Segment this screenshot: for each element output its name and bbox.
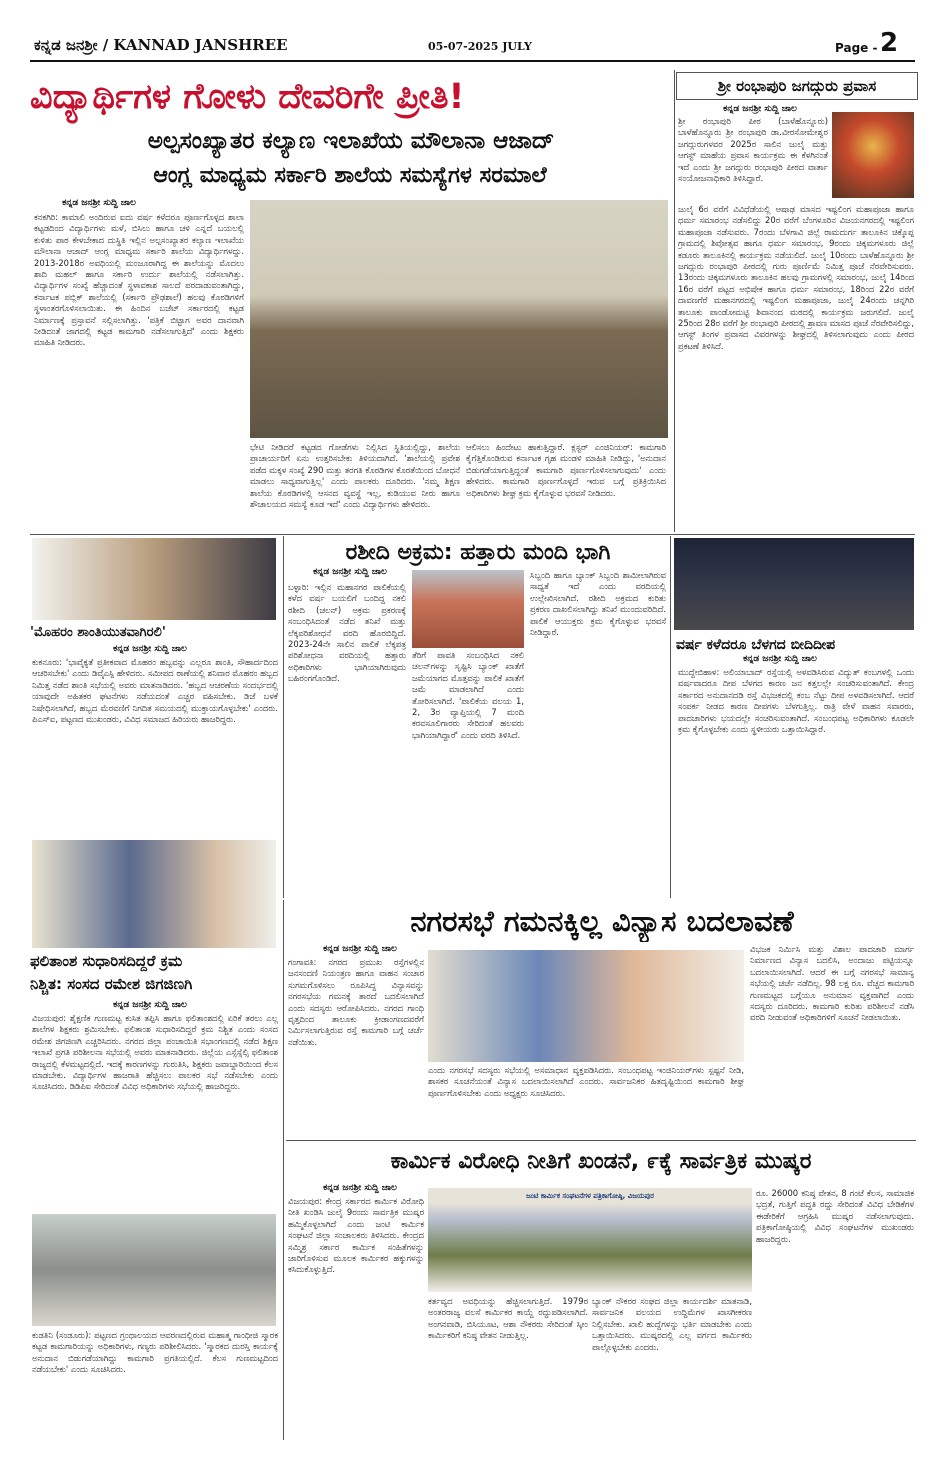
- moharram-body: ಕುಕನೂರು: 'ಭಾವೈಕ್ಯತೆ ಪ್ರತೀಕವಾದ ಮೊಹರಂ ಹಬ್ಬವನ್ನು ಎಲ್ಲರೂ ಶಾಂತಿ, ಸೌಹಾರ್ದದಿಂದ ಆಚರಿಸಬೇಕು' ಎಂದು ಡಿವೈಎಸ್ಪಿ ಹೇಳಿದರು. ಸಮೀಪದ ಠಾಣೆಯಲ್ಲಿ ಶನಿವಾರ ಮೊಹರಂ ಹಬ್ಬದ ನಿಮಿತ್ತ ನಡೆದ ಶಾಂತಿ ಸಭೆಯಲ್ಲಿ ಅವರು ಮಾತನಾಡಿದರು. 'ಹಬ್ಬದ ಆಚರಣೆಯ ಸಂದರ್ಭದಲ್ಲಿ ಯಾವುದೇ ಅಹಿತಕರ ಘಟನೆಗಳು ನಡೆಯದಂತೆ ಎಚ್ಚರ ವಹಿಸಬೇಕು. ಡಿಜೆ ಬಳಕೆ ನಿಷೇಧಿಸಲಾಗಿದೆ, ಹಬ್ಬದ ಮೆರವಣಿಗೆ ನಿಗದಿತ ಸಮಯದಲ್ಲಿ ಮುಕ್ತಾಯಗೊಳ್ಳಬೇಕು' ಎಂದರು. ಪಿಎಸ್ಐ, ಪಟ್ಟಣದ ಮುಖಂಡರು, ವಿವಿಧ ಸಮಾಜದ ಹಿರಿಯರು ಹಾಜರಿದ್ದರು.: [32, 657, 278, 725]
- seer-photo: [832, 112, 914, 198]
- section-rule-1: [30, 534, 915, 535]
- rashid-col2: ತೆರಿಗೆ ಪಾವತಿ ಸಂಬಂಧಿಸಿದ ನಕಲಿ ಚಲನ್‌ಗಳನ್ನು ಸೃಷ್ಟಿಸಿ ಬ್ಯಾಂಕ್ ಖಾತೆಗೆ ಜಮೆಯಾಗದ ಮೊತ್ತವನ್ನು ಪಾಲಿಕೆ ಖಾತೆಗೆ ಜಮೆ ಮಾಡಲಾಗಿದೆ ಎಂದು ತೋರಿಸಲಾಗಿದೆ. 'ಪಾಲಿಕೆಯ ವಲಯ 1, 2, 3ರ ವ್ಯಾಪ್ತಿಯಲ್ಲಿ 7 ಮಂದಿ ಕರವಸೂಲಿಗಾರರು ಸೇರಿದಂತೆ ಹಲವರು ಭಾಗಿಯಾಗಿದ್ದಾರೆ' ಎಂದು ವರದಿ ತಿಳಿಸಿದೆ.: [412, 650, 524, 740]
- mp-visit-photo: [32, 840, 276, 948]
- lead-headline: ವಿದ್ಯಾರ್ಥಿಗಳ ಗೋಳು ದೇವರಿಗೇ ಪ್ರೀತಿ!: [30, 77, 465, 117]
- result-body: ವಿಜಯಪುರ: ಶೈಕ್ಷಣಿಕ ಗುಣಮಟ್ಟ ಕುಸಿತ ತಪ್ಪಿಸಿ ಹಾಗೂ ಫಲಿತಾಂಶದಲ್ಲಿ ಏರಿಕೆ ತರಲು ಎಲ್ಲ ಶಾಲೆಗಳ ಶಿಕ್ಷಕರು ಶ್ರಮಿಸಬೇಕು. ಫಲಿತಾಂಶ ಸುಧಾರಿಸದಿದ್ದರೆ ಕ್ರಮ ನಿಶ್ಚಿತ ಎಂದು ಸಂಸದ ರಮೇಶ ಜಿಗಜಿಣಗಿ ಎಚ್ಚರಿಸಿದರು. ನಗರದ ಜಿಲ್ಲಾ ಪಂಚಾಯಿತಿ ಸಭಾಂಗಣದಲ್ಲಿ ನಡೆದ ಶಿಕ್ಷಣ ಇಲಾಖೆ ಪ್ರಗತಿ ಪರಿಶೀಲನಾ ಸಭೆಯಲ್ಲಿ ಅವರು ಮಾತನಾಡಿದರು. ಜಿಲ್ಲೆಯ ಎಸ್ಸೆಸ್ಸೆಲ್ಸಿ ಫಲಿತಾಂಶ ರಾಜ್ಯದಲ್ಲಿ ಕೆಳಮಟ್ಟದಲ್ಲಿದೆ. ಇದಕ್ಕೆ ಕಾರಣಗಳನ್ನು ಗುರುತಿಸಿ, ಶಿಕ್ಷಕರು ಜವಾಬ್ದಾರಿಯಿಂದ ಕೆಲಸ ಮಾಡಬೇಕು. ವಿದ್ಯಾರ್ಥಿಗಳ ಹಾಜರಾತಿ ಹೆಚ್ಚಿಸಲು ಪಾಲಕರ ಸಭೆ ನಡೆಸಬೇಕು ಎಂದು ಸೂಚಿಸಿದರು. ಡಿಡಿಪಿಐ ಸೇರಿದಂತೆ ವಿವಿಧ ಅಧಿಕಾರಿಗಳು ಸಭೆಯಲ್ಲಿ ಹಾಜರಿದ್ದರು.: [32, 1013, 278, 1092]
- gandhi-body: ಕುಡತಿನಿ (ಸಂಡೂರು): ಪಟ್ಟಣದ ಗ್ರಂಥಾಲಯದ ಆವರಣದಲ್ಲಿರುವ ಮಹಾತ್ಮ ಗಾಂಧೀಜಿ ಸ್ಮಾರಕ ಕಟ್ಟಡ ಕಾಮಗಾರಿಯನ್ನು ಅಧಿಕಾರಿಗಳು, ಗಣ್ಯರು ಪರಿಶೀಲಿಸಿದರು. 'ಸ್ಮಾರಕದ ದುರಸ್ತಿ ಕಾರ್ಯಕ್ಕೆ ಅನುದಾನ ಬಿಡುಗಡೆಯಾಗಿದ್ದು ಕಾಮಗಾರಿ ಪ್ರಗತಿಯಲ್ಲಿದೆ. ಕೆಲಸ ಗುಣಮಟ್ಟದಿಂದ ನಡೆಯಬೇಕು' ಎಂದು ಸೂಚಿಸಿದರು.: [32, 1330, 278, 1375]
- construction-site-photo: [250, 200, 668, 438]
- section-rule-2: [286, 1140, 916, 1141]
- strike-col2: ಕರ್ತವ್ಯದ ಅವಧಿಯನ್ನು ಹೆಚ್ಚಿಸಲಾಗುತ್ತಿದೆ. 1979ರ ಅಂತರರಾಜ್ಯ ವಲಸೆ ಕಾರ್ಮಿಕರ ಕಾಯ್ದೆ ರದ್ದುಪಡಿಸಲಾಗಿದೆ. ಅಂಗನವಾಡಿ, ಬಿಸಿಯೂಟ, ಆಶಾ ನೌಕರರು ಸೇರಿದಂತೆ ಸ್ಕೀಂ ಕಾರ್ಮಿಕರಿಗೆ ಕನಿಷ್ಠ ವೇತನ ನೀಡುತ್ತಿಲ್ಲ.: [428, 1296, 588, 1341]
- nagarasabhe-col2: ಎಂದು ನಗರಸಭೆ ಸದಸ್ಯರು ಸಭೆಯಲ್ಲಿ ಅಸಮಾಧಾನ ವ್ಯಕ್ತಪಡಿಸಿದರು. ಸಂಬಂಧಪಟ್ಟ ಇಂಜಿನಿಯರ್‌ಗಳು ಸ್ಪಷ್ಟನೆ ನೀಡಿ, ಶಾಸಕರ ಸೂಚನೆಯಂತೆ ವಿನ್ಯಾಸ ಬದಲಾಯಿಸಲಾಗಿದೆ ಎಂದರು. ಸಾರ್ವಜನಿಕರ ಹಿತದೃಷ್ಟಿಯಿಂದ ಕಾಮಗಾರಿ ಶೀಘ್ರ ಪೂರ್ಣಗೊಳಿಸಬೇಕು ಎಂದು ಅಧ್ಯಕ್ಷರು ಸೂಚಿಸಿದರು.: [428, 1065, 744, 1098]
- rashid-byline: ಕನ್ನಡ ಜನಶ್ರೀ ಸುದ್ದಿ ಜಾಲ: [313, 567, 387, 577]
- lead-subhead-2: ಆಂಗ್ಲ ಮಾಧ್ಯಮ ಸರ್ಕಾರಿ ಶಾಲೆಯ ಸಮಸ್ಯೆಗಳ ಸರಮಾಲೆ: [153, 163, 547, 188]
- lead-col2: ಭೇಟಿ ನೀಡಿದರೆ ಕಟ್ಟಡದ ಗೋಡೆಗಳು ನಿಲ್ಲಿಸಿದ ಸ್ಥಿತಿಯಲ್ಲಿದ್ದು, ಶಾಲೆಯ ಪ್ರಾಚಾರ್ಯರಿಗೆ ಏನು ಉತ್ತರಿಸಬೇಕು ತಿಳಿಯದಾಗಿದೆ. 'ಶಾಲೆಯಲ್ಲಿ ಪ್ರವೇಶ ಪಡೆದ ಮಕ್ಕಳ ಸಂಖ್ಯೆ 290 ಮತ್ತು ತರಗತಿ ಕೊಠಡಿಗಳ ಕೊರತೆಯಿಂದ ಬೋಧನೆ ಮಾಡಲು ಸಾಧ್ಯವಾಗುತ್ತಿಲ್ಲ' ಎಂದು ಪಾಲಕರು ದೂರಿದರು. 'ನಮ್ಮ ಶಿಕ್ಷಣ ಶಾಲೆಯ ಕೊಠಡಿಗಳಲ್ಲಿ ಆಸನದ ವ್ಯವಸ್ಥೆ ಇಲ್ಲ, ಕುಡಿಯುವ ನೀರು ಹಾಗೂ ಶೌಚಾಲಯದ ಸಮಸ್ಯೆ ಕೂಡ ಇದೆ' ಎಂದು ವಿದ್ಯಾರ್ಥಿಗಳು ಹೇಳಿದರು.: [250, 442, 460, 510]
- lead-side-divider: [674, 70, 675, 532]
- result-byline: ಕನ್ನಡ ಜನಶ್ರೀ ಸುದ್ದಿ ಜಾಲ: [113, 1000, 187, 1010]
- peace-meeting-photo: [32, 538, 276, 620]
- divider-right: [670, 536, 671, 898]
- lead-col1: ಕನಕಗಿರಿ: ಕಾಮಾಲಿ ಅಂದಿರುವ ಐದು ವರ್ಷ ಕಳೆದರೂ ಪೂರ್ಣಗೊಳ್ಳದ ಶಾಲಾ ಕಟ್ಟಡದಿಂದ ವಿದ್ಯಾರ್ಥಿಗಳು ಮಳೆ, ಬಿಸಿಲು ಹಾಗೂ ಚಳಿ ಎನ್ನದೆ ಬಯಲಲ್ಲಿ ಕುಳಿತು ಪಾಠ ಕೇಳಬೇಕಾದ ದುಸ್ಥಿತಿ ಇಲ್ಲಿನ ಅಲ್ಪಸಂಖ್ಯಾತರ ಕಲ್ಯಾಣ ಇಲಾಖೆಯ ಮೌಲಾನಾ ಆಜಾದ್ ಆಂಗ್ಲ ಮಾಧ್ಯಮ ಸರ್ಕಾರಿ ಶಾಲೆಯ ವಿದ್ಯಾರ್ಥಿಗಳದ್ದು. 2013-2018ರ ಅವಧಿಯಲ್ಲಿ ಮಂಜೂರಾಗಿದ್ದ ಈ ಶಾಲೆಯನ್ನು ಮೊದಲು ಶಾದಿ ಮಹಲ್ ಹಾಗೂ ಸರ್ಕಾರಿ ಉರ್ದು ಶಾಲೆಯಲ್ಲಿ ನಡೆಸಲಾಗಿತ್ತು. ವಿದ್ಯಾರ್ಥಿಗಳ ಸಂಖ್ಯೆ ಹೆಚ್ಚಾದಂತೆ ಸ್ಥಳಾವಕಾಶ ಸಾಲದೆ ಪರದಾಡುವಂತಾಗಿದ್ದು, ಕರ್ನಾಟಕ ಪಬ್ಲಿಕ್ ಶಾಲೆಯಲ್ಲಿ (ಸರ್ಕಾರಿ ಪ್ರೌಢಶಾಲೆ) ಹಲವು ಕೊಠಡಿಗಳಿಗೆ ಸ್ಥಳಾಂತರಗೊಳಿಸಲಾಯಿತು. ಈ ಹಿಂದಿನ ಬಜೆಟ್ ಸರ್ಕಾರದಲ್ಲಿ ಕಟ್ಟಡ ನಿರ್ಮಾಣಕ್ಕೆ ಪ್ರಸ್ತಾವನೆ ಸಲ್ಲಿಸಲಾಗಿತ್ತು. 'ಪತ್ರಿಕೆ ಬಿಟ್ಟಾಗ ಅವರ ದಾನವಾಗಿ ನೀಡಿದಂತೆ ಜಾಗದಲ್ಲಿ ಕಟ್ಟಡ ಕಾಮಗಾರಿ ನಡೆಸಲಾಗುತ್ತಿದೆ' ಎಂದು ಶಿಕ್ಷಕರು ಮಾಹಿತಿ ನೀಡಿದರು.: [34, 212, 244, 348]
- strike-byline: ಕನ್ನಡ ಜನಶ್ರೀ ಸುದ್ದಿ ಜಾಲ: [323, 1183, 397, 1193]
- issue-date: 05-07-2025 JULY: [428, 40, 532, 53]
- masthead-rule: [30, 60, 915, 62]
- streetlight-headline: ವರ್ಷ ಕಳೆದರೂ ಬೆಳಗದ ಬೀದಿದೀಪ: [676, 637, 836, 653]
- page-label: Page -: [835, 41, 878, 55]
- result-headline-2: ನಿಶ್ಚಿತ: ಸಂಸದ ರಮೇಶ ಜಿಗಜಿಣಗಿ: [30, 975, 193, 993]
- side-headline: ಶ್ರೀ ರಂಭಾಪುರಿ ಜಗದ್ಗುರು ಪ್ರವಾಸ: [676, 72, 918, 100]
- strike-col3: ಬ್ಯಾಂಕ್ ನೌಕರರ ಸಂಘದ ಜಿಲ್ಲಾ ಕಾರ್ಯದರ್ಶಿ ಮಾತನಾಡಿ, ಸಾರ್ವಜನಿಕ ವಲಯದ ಉದ್ದಿಮೆಗಳ ಖಾಸಗೀಕರಣ ನಿಲ್ಲಿಸಬೇಕು. ಖಾಲಿ ಹುದ್ದೆಗಳನ್ನು ಭರ್ತಿ ಮಾಡಬೇಕು ಎಂದು ಒತ್ತಾಯಿಸಿದರು. ಮುಷ್ಕರದಲ್ಲಿ ಎಲ್ಲ ವರ್ಗದ ಕಾರ್ಮಿಕರು ಪಾಲ್ಗೊಳ್ಳಬೇಕು ಎಂದರು.: [592, 1296, 752, 1352]
- strike-headline: ಕಾರ್ಮಿಕ ವಿರೋಧಿ ನೀತಿಗೆ ಖಂಡನೆ, ೯ಕ್ಕೆ ಸಾರ್ವತ್ರಿಕ ಮುಷ್ಕರ: [390, 1149, 812, 1174]
- moharram-byline: ಕನ್ನಡ ಜನಶ್ರೀ ಸುದ್ದಿ ಜಾಲ: [113, 644, 187, 654]
- side-body: ಜುಲೈ 6ರ ವರೆಗೆ ವಿವಿಧೆಡೆಯಲ್ಲಿ ಆಷಾಢ ಮಾಸದ ಇಷ್ಟಲಿಂಗ ಮಹಾಪೂಜಾ ಹಾಗೂ ಧರ್ಮ ಸಮಾರಂಭ ನಡೆಸಲಿದ್ದು 20ರ ವರೆಗೆ ಬೆಂಗಳೂರಿನ ವಿಜಯನಗರದಲ್ಲಿ ಇಷ್ಟಲಿಂಗ ಮಹಾಪೂಜಾ ನಡೆಸುವರು. 7ರಂದು ಬೆಳಗಾವಿ ಜಿಲ್ಲೆ ರಾಮದುರ್ಗ ತಾಲೂಕಿನ ಚಿಕ್ಕೊಪ್ಪ ಗ್ರಾಮದಲ್ಲಿ ಶಿವೋತ್ಸವ ಹಾಗೂ ಧರ್ಮ ಸಮಾರಂಭ, 9ರಂದು ಚಿಕ್ಕಮಗಳೂರು ಜಿಲ್ಲೆ ಕಡೂರು ತಾಲೂಕಿನಲ್ಲಿ ಕಾರ್ಯಕ್ರಮ ನಡೆಯಲಿದೆ. ಜುಲೈ 10ರಂದು ಬಾಳೆಹೊನ್ನೂರು ಶ್ರೀ ಜಗದ್ಗುರು ರಂಭಾಪುರಿ ಪೀಠದಲ್ಲಿ ಗುರು ಪೂರ್ಣಿಮೆ ನಿಮಿತ್ತ ಪೂಜೆ ನೆರವೇರಿಸುವರು. 13ರಂದು ಚಿಕ್ಕಮಗಳೂರು ತಾಲೂಕಿನ ಹಲವು ಗ್ರಾಮಗಳಲ್ಲಿ ಸಮಾರಂಭ, ಜುಲೈ 14ರಿಂದ 16ರ ವರೆಗೆ ಪಟ್ಟದ ಅಭಿಷೇಕ ಹಾಗೂ ಧರ್ಮ ಸಮಾರಂಭ, 18ರಿಂದ 22ರ ವರೆಗೆ ದಾವಣಗೆರೆ ಮಹಾನಗರದಲ್ಲಿ ಇಷ್ಟಲಿಂಗ ಮಹಾಪೂಜಾ, ಜುಲೈ 24ರಂದು ಚನ್ನಗಿರಿ ತಾಲೂಕು ಪಾಂಡೋಮಟ್ಟಿ ಶಿವಾನಂದ ಮಠದಲ್ಲಿ ಕಾರ್ಯಕ್ರಮ ಜರುಗಲಿದೆ. ಜುಲೈ 25ರಿಂದ 28ರ ವರೆಗೆ ಶ್ರೀ ರಂಭಾಪುರಿ ಪೀಠದಲ್ಲಿ ಶ್ರಾವಣ ಮಾಸದ ಪೂಜೆ ನೆರವೇರಿಸಲಿದ್ದು, ಆಗಸ್ಟ್ ತಿಂಗಳ ಪ್ರವಾಸದ ವಿವರಗಳನ್ನು ಶೀಘ್ರದಲ್ಲಿ ತಿಳಿಸಲಾಗುವುದು ಎಂದು ಪೀಠದ ಪ್ರಕಟಣೆ ತಿಳಿಸಿದೆ.: [678, 204, 914, 351]
- streetlight-byline: ಕನ್ನಡ ಜನಶ್ರೀ ಸುದ್ದಿ ಜಾಲ: [743, 654, 817, 664]
- strike-col4: ರೂ. 26000 ಕನಿಷ್ಠ ವೇತನ, 8 ಗಂಟೆ ಕೆಲಸ, ಸಾಮಾಜಿಕ ಭದ್ರತೆ, ಗುತ್ತಿಗೆ ಪದ್ಧತಿ ರದ್ದು ಸೇರಿದಂತೆ ವಿವಿಧ ಬೇಡಿಕೆಗಳ ಈಡೇರಿಕೆಗೆ ಆಗ್ರಹಿಸಿ ಮುಷ್ಕರ ನಡೆಸಲಾಗುವುದು. ಪತ್ರಿಕಾಗೋಷ್ಠಿಯಲ್ಲಿ ವಿವಿಧ ಸಂಘಟನೆಗಳ ಮುಖಂಡರು ಹಾಜರಿದ್ದರು.: [756, 1188, 914, 1244]
- rashid-col3: ಸಿಬ್ಬಂದಿ ಹಾಗೂ ಬ್ಯಾಂಕ್ ಸಿಬ್ಬಂದಿ ಶಾಮೀಲಾಗಿರುವ ಸಾಧ್ಯತೆ ಇದೆ ಎಂದು ವರದಿಯಲ್ಲಿ ಉಲ್ಲೇಖಿಸಲಾಗಿದೆ. ರಶೀದಿ ಅಕ್ರಮದ ಕುರಿತು ಪ್ರಕರಣ ದಾಖಲಿಸಲಾಗಿದ್ದು ತನಿಖೆ ಮುಂದುವರಿದಿದೆ. ಪಾಲಿಕೆ ಆಯುಕ್ತರು ಕ್ರಮ ಕೈಗೊಳ್ಳುವ ಭರವಸೆ ನೀಡಿದ್ದಾರೆ.: [530, 570, 666, 638]
- streetlight-body: ಮುದ್ದೇಬಿಹಾಳ: ಅಲಿಯಾಬಾದ್ ರಸ್ತೆಯಲ್ಲಿ ಅಳವಡಿಸಿರುವ ವಿದ್ಯುತ್ ಕಂಬಗಳಲ್ಲಿ ಒಂದು ವರ್ಷವಾದರೂ ದೀಪ ಬೆಳಗದ ಕಾರಣ ಜನ ಕತ್ತಲಲ್ಲೇ ಸಂಚರಿಸುವಂತಾಗಿದೆ. ಕೇಂದ್ರ ಸರ್ಕಾರದ ಅನುದಾನದಡಿ ರಸ್ತೆ ವಿಭಜಕದಲ್ಲಿ ಕಂಬ ನೆಟ್ಟು ದೀಪ ಅಳವಡಿಸಲಾಗಿದೆ. ಆದರೆ ಸಂಪರ್ಕ ನೀಡದ ಕಾರಣ ದೀಪಗಳು ಬೆಳಗುತ್ತಿಲ್ಲ. ರಾತ್ರಿ ವೇಳೆ ವಾಹನ ಸವಾರರು, ಪಾದಚಾರಿಗಳು ಭಯದಲ್ಲೇ ಸಂಚರಿಸುವಂತಾಗಿದೆ. ಸಂಬಂಧಪಟ್ಟ ಅಧಿಕಾರಿಗಳು ಕೂಡಲೇ ಕ್ರಮ ಕೈಗೊಳ್ಳಬೇಕು ಎಂದು ಸ್ಥಳೀಯರು ಒತ್ತಾಯಿಸಿದ್ದಾರೆ.: [678, 667, 914, 735]
- street-photo: [674, 538, 914, 630]
- page-number: 2: [880, 28, 899, 58]
- rashid-headline: ರಶೀದಿ ಅಕ್ರಮ: ಹತ್ತಾರು ಮಂದಿ ಭಾಗಿ: [345, 540, 611, 565]
- lead-subhead-1: ಅಲ್ಪಸಂಖ್ಯಾತರ ಕಲ್ಯಾಣ ಇಲಾಖೆಯ ಮೌಲಾನಾ ಆಜಾದ್: [147, 128, 555, 154]
- lead-col3: ಆಲಿಸಲು ಹಿಂದೇಟು ಹಾಕುತ್ತಿದ್ದಾರೆ. ಕ್ಲಸ್ಟರ್ ಎಂಜಿನಿಯರ್: ಕಾಮಗಾರಿ ಕೈಗೆತ್ತಿಕೊಂಡಿರುವ ಕರ್ನಾಟಕ ಗೃಹ ಮಂಡಳಿ ಮಾಹಿತಿ ನೀಡಿದ್ದು, 'ಅನುದಾನ ಬಿಡುಗಡೆಯಾಗುತ್ತಿದ್ದಂತೆ ಕಾಮಗಾರಿ ಪೂರ್ಣಗೊಳಿಸಲಾಗುವುದು' ಎಂದು ಹೇಳಿದರು. ಕಾಮಗಾರಿ ಪೂರ್ಣಗೊಳ್ಳದೆ ಇರುವ ಬಗ್ಗೆ ಪ್ರತಿಕ್ರಿಯಿಸಿದ ಅಧಿಕಾರಿಗಳು ಶೀಘ್ರ ಕ್ರಮ ಕೈಗೊಳ್ಳುವ ಭರವಸೆ ನೀಡಿದರು.: [466, 442, 666, 498]
- municipal-building-photo: [412, 570, 524, 648]
- rashid-col1: ಬಳ್ಳಾರಿ: ಇಲ್ಲಿನ ಮಹಾನಗರ ಪಾಲಿಕೆಯಲ್ಲಿ ಕಳೆದ ವರ್ಷ ಬಯಲಿಗೆ ಬಂದಿದ್ದ ನಕಲಿ ರಶೀದಿ (ಚಲನ್) ಅಕ್ರಮ ಪ್ರಕರಣಕ್ಕೆ ಸಂಬಂಧಿಸಿದಂತೆ ನಡೆದ ತನಿಖೆ ಮತ್ತು ಲೆಕ್ಕಪರಿಶೋಧನೆ ವರದಿ ಹೊರಬಿದ್ದಿದೆ. 2023-24ನೇ ಸಾಲಿನ ಪಾಲಿಕೆ ಲೆಕ್ಕಪತ್ರ ಪರಿಶೋಧನಾ ವರದಿಯಲ್ಲಿ ಹತ್ತಾರು ಅಧಿಕಾರಿಗಳು ಭಾಗಿಯಾಗಿರುವುದು ಬಹಿರಂಗಗೊಂಡಿದೆ.: [288, 582, 406, 684]
- press-meet-photo: [428, 1188, 752, 1292]
- nagarasabhe-byline: ಕನ್ನಡ ಜನಶ್ರೀ ಸುದ್ದಿ ಜಾಲ: [323, 944, 397, 954]
- gandhi-memorial-photo: [32, 1214, 276, 1326]
- nagarasabhe-col1: ಗಂಗಾವತಿ: ನಗರದ ಪ್ರಮುಖ ರಸ್ತೆಗಳಲ್ಲಿನ ಜನಸಂದಣಿ ನಿಯಂತ್ರಣ ಹಾಗೂ ವಾಹನ ಸಂಚಾರ ಸುಗಮಗೊಳಿಸಲು ರೂಪಿಸಿದ್ದ ವಿನ್ಯಾಸವನ್ನು ನಗರಸಭೆಯ ಗಮನಕ್ಕೆ ತಾರದೆ ಬದಲಿಸಲಾಗಿದೆ ಎಂದು ಸದಸ್ಯರು ಆರೋಪಿಸಿದರು. ನಗರದ ಗಾಂಧಿ ವೃತ್ತದಿಂದ ತಾಲೂಕು ಕ್ರೀಡಾಂಗಣದವರೆಗೆ ನಿರ್ಮಿಸಲಾಗುತ್ತಿರುವ ರಸ್ತೆ ಕಾಮಗಾರಿ ಬಗ್ಗೆ ಚರ್ಚೆ ನಡೆಯಿತು.: [288, 957, 424, 1047]
- council-meeting-photo: [428, 950, 744, 1062]
- side-byline: ಕನ್ನಡ ಜನಶ್ರೀ ಸುದ್ದಿ ಜಾಲ: [723, 104, 797, 114]
- divider-left-lower: [283, 900, 284, 1440]
- nagarasabhe-headline: ನಗರಸಭೆ ಗಮನಕ್ಕಿಲ್ಲ ವಿನ್ಯಾಸ ಬದಲಾವಣೆ: [410, 904, 794, 938]
- lead-byline: ಕನ್ನಡ ಜನಶ್ರೀ ಸುದ್ದಿ ಜಾಲ: [62, 198, 136, 208]
- paper-name: ಕನ್ನಡ ಜನಶ್ರೀ / KANNAD JANSHREE: [34, 36, 288, 54]
- divider-left: [283, 536, 284, 898]
- nagarasabhe-col3: ವಿಭಜಕ ನಿರ್ಮಿಸಿ ಮತ್ತು ವಿಶಾಲ ಪಾದಚಾರಿ ಮಾರ್ಗ ನಿರ್ಮಾಣದ ವಿನ್ಯಾಸ ಬದಲಿಸಿ, ಅಂದಾಜು ಪಟ್ಟಿಯನ್ನೂ ಬದಲಾಯಿಸಲಾಗಿದೆ. ಆದರೆ ಈ ಬಗ್ಗೆ ನಗರಸಭೆ ಸಾಮಾನ್ಯ ಸಭೆಯಲ್ಲಿ ಚರ್ಚೆ ನಡೆದಿಲ್ಲ. 98 ಲಕ್ಷ ರೂ. ವೆಚ್ಚದ ಕಾಮಗಾರಿ ಗುಣಮಟ್ಟದ ಬಗ್ಗೆಯೂ ಅನುಮಾನ ವ್ಯಕ್ತವಾಗಿದೆ ಎಂದು ಸದಸ್ಯರು ದೂರಿದರು. ಕಾಮಗಾರಿ ಕುರಿತು ಪರಿಶೀಲನೆ ನಡೆಸಿ ವರದಿ ನೀಡುವಂತೆ ಅಧಿಕಾರಿಗಳಿಗೆ ಸೂಚನೆ ನೀಡಲಾಯಿತು.: [750, 944, 914, 1023]
- result-headline-1: ಫಲಿತಾಂಶ ಸುಧಾರಿಸದಿದ್ದರೆ ಕ್ರಮ: [30, 952, 183, 970]
- strike-col1: ವಿಜಯಪುರ: ಕೇಂದ್ರ ಸರ್ಕಾರದ ಕಾರ್ಮಿಕ ವಿರೋಧಿ ನೀತಿ ಖಂಡಿಸಿ ಜುಲೈ 9ರಂದು ಸಾರ್ವತ್ರಿಕ ಮುಷ್ಕರ ಹಮ್ಮಿಕೊಳ್ಳಲಾಗಿದೆ ಎಂದು ಜಂಟಿ ಕಾರ್ಮಿಕ ಸಂಘಟನೆ ಜಿಲ್ಲಾ ಸಂಚಾಲಕರು ತಿಳಿಸಿದರು. ಕೇಂದ್ರದ ಸಮ್ಮಿಶ್ರ ಸರ್ಕಾರ ಕಾರ್ಮಿಕ ಸಂಹಿತೆಗಳನ್ನು ಜಾರಿಗೊಳಿಸುವ ಮೂಲಕ ಕಾರ್ಮಿಕರ ಹಕ್ಕುಗಳನ್ನು ಕಸಿದುಕೊಳ್ಳುತ್ತಿದೆ.: [288, 1196, 424, 1275]
- press-meet-banner: ಜಂಟಿ ಕಾರ್ಮಿಕ ಸಂಘಟನೆಗಳ ಪತ್ರಿಕಾಗೋಷ್ಠಿ, ವಿಜಯಪುರ: [526, 1192, 654, 1200]
- side-intro: ಶ್ರೀ ರಂಭಾಪುರಿ ಪೀಠ (ಬಾಳೆಹೊನ್ನೂರು) ಬಾಳೆಹೊನ್ನೂರು ಶ್ರೀ ರಂಭಾಪುರಿ ಡಾ.ವೀರಸೋಮೇಶ್ವರ ಜಗದ್ಗುರುಗಳವರ 2025ರ ಸಾಲಿನ ಜುಲೈ ಮತ್ತು ಆಗಸ್ಟ್ ಮಾಹೆಯ ಪ್ರವಾಸ ಕಾರ್ಯಕ್ರಮ ಈ ಕೆಳಗಿನಂತೆ ಇದೆ ಎಂದು ಶ್ರೀ ಜಗದ್ಗುರು ರಂಭಾಪುರಿ ಪೀಠದ ವಾರ್ತಾ ಸಂಯೋಜನಾಧಿಕಾರಿ ತಿಳಿಸಿದ್ದಾರೆ.: [678, 116, 828, 184]
- moharram-headline: 'ಮೊಹರಂ ಶಾಂತಿಯುತವಾಗಿರಲಿ': [30, 625, 166, 640]
